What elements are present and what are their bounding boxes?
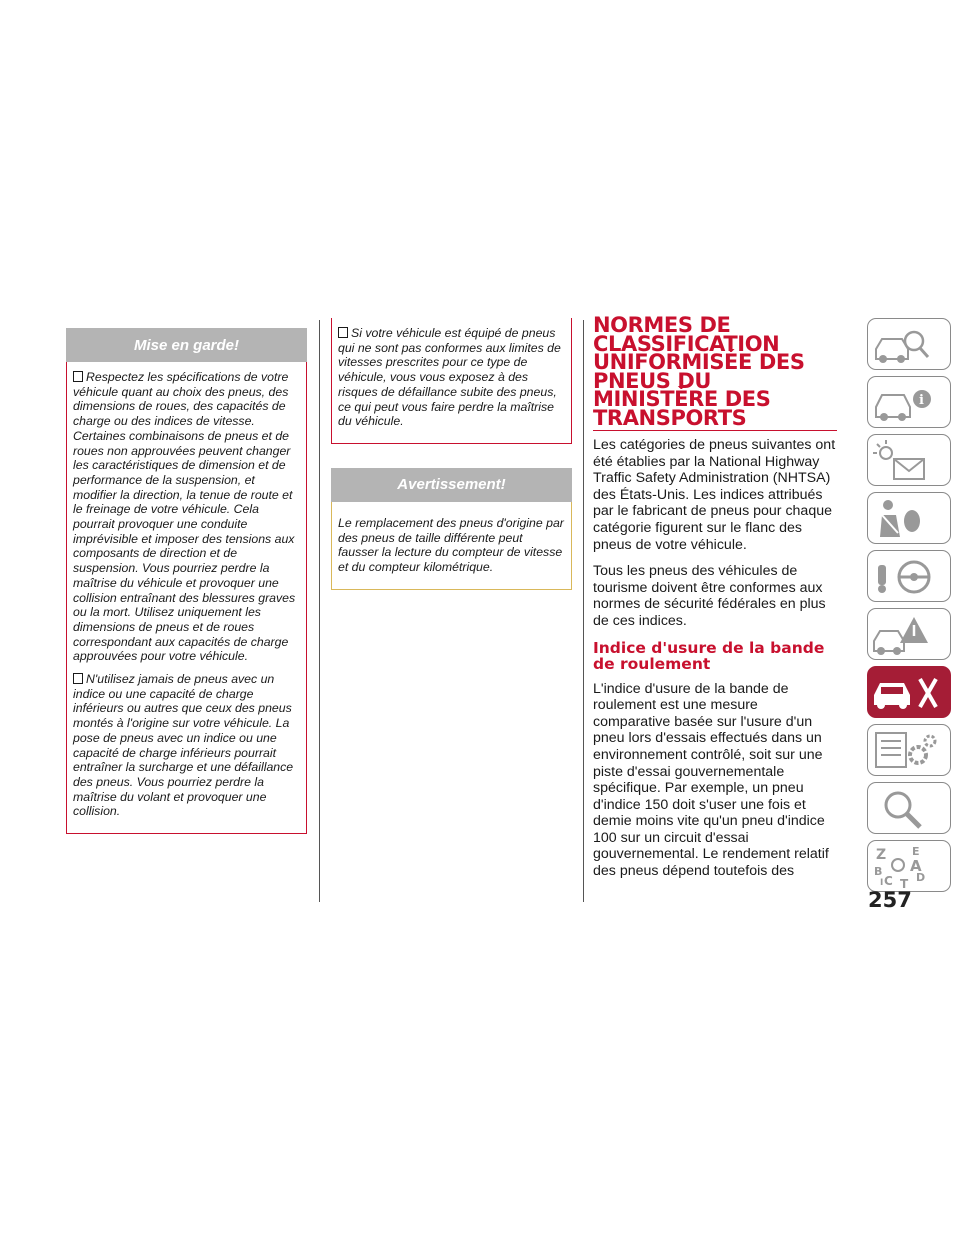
checkbox-icon — [73, 371, 83, 382]
tab-servicing-maintenance[interactable] — [867, 666, 951, 718]
tab-safety-lights[interactable] — [867, 434, 951, 486]
car-info-icon — [868, 377, 950, 427]
section-heading: NORMES DE CLASSIFICATION UNIFORMISÉE DES PNEUS DU MINISTÈRE DES TRANSPORTS — [593, 313, 805, 430]
tab-index[interactable] — [867, 840, 951, 892]
tab-emergency[interactable] — [867, 608, 951, 660]
tab-technical-specs[interactable] — [867, 724, 951, 776]
column-divider — [583, 320, 584, 902]
magnifier-icon — [868, 783, 950, 833]
middle-column — [331, 318, 572, 590]
warning-box-continued — [331, 318, 572, 444]
index-letter: A — [910, 857, 922, 875]
warning-item: Respectez les spécifications de votre véhicule quant au choix des pneus, des dimensions de roues, des capacités de charge ou des indices de vitesse. Certaines combinaisons de pneus et de roues non approuvées peuvent changer les caractéristiques de dimension et de performance de la suspension, et modifier la direction, la tenue de route et le freinage de votre véhicule. Cela pourrait provoquer une conduite imprévisible et imposer des tensions aux composants de direction et de suspension. Vous pourriez perdre la maîtrise du véhicule et provoquer une collision entraînant des blessures graves ou la mort. Utilisez uniquement les dimensions de pneus et de roues correspondant aux capacités de charge approuvées pour votre véhicule. — [73, 370, 296, 664]
index-letter: T — [900, 877, 909, 891]
car-warning-icon — [868, 609, 950, 659]
notice-header: Avertissement! — [331, 468, 572, 502]
warning-item: Si votre véhicule est équipé de pneus qui ne sont pas conformes aux limites de vitesses prescrites pour ce type de véhicule, vous vous exposez à des risques de défaillance subite des pneus, ce qui peut vous faire perdre la maîtrise du véhicule. — [338, 326, 561, 429]
paragraph: Tous les pneus des véhicules de tourisme doivent être conformes aux normes de sécurité fédérales en plus de ces indices. — [593, 563, 826, 629]
checkbox-icon — [338, 327, 348, 338]
heading-rule — [593, 430, 837, 431]
steering-wheel-icon — [868, 551, 950, 601]
paragraph: Les catégories de pneus suivantes ont été établies par la National Highway Traffic Safety Administration (NHTSA) des États-Unis. Les indices attribués par le fabricant de pneus pour chaque catégorie figurent sur le flanc des pneus de votre véhicule. — [593, 437, 836, 553]
notice-text: Le remplacement des pneus d'origine par des pneus de taille différente peut fausser la lecture du compteur de vitesse et du compteur kilométrique. — [338, 515, 564, 575]
tab-safety[interactable] — [867, 492, 951, 544]
index-letter: B — [874, 865, 883, 878]
seatbelt-airbag-icon — [868, 493, 950, 543]
column-divider — [319, 320, 320, 902]
checkbox-icon — [73, 673, 83, 684]
svg-text:i: i — [919, 393, 924, 408]
index-letter: Z — [876, 847, 887, 863]
tab-starting-driving[interactable] — [867, 550, 951, 602]
index-letter: D — [916, 871, 926, 884]
left-column — [66, 328, 307, 834]
paragraph: L'indice d'usure de la bande de roulement est une mesure comparative basée sur l'usure d'un pneu lors d'essais effectués dans un environnement contrôlé, soit sur une piste d'essai gouvernementale spécifique. Par exemple, un pneu d'indice 150 doit s'user une fois et demie moins vite qu'un pneu d'indice 100 sur un circuit d'essai gouvernemental. Le rendement relatif des pneus dépend toutefois des — [593, 680, 829, 880]
page-number: 257 — [868, 888, 912, 912]
notice-box — [331, 502, 572, 590]
index-letter: I — [880, 878, 884, 888]
alphabet-index-icon — [868, 841, 950, 891]
warning-box — [66, 362, 307, 834]
warning-item: N'utilisez jamais de pneus avec un indice ou une capacité de charge inférieurs ou autres que ceux des pneus montés à l'origine sur votre véhicule. La pose de pneus avec un indice ou une capacité de charge inférieurs pourrait entraîner la surcharge et une défaillance des pneus. Vous pourriez perdre la maîtrise du volant et provoquer une collision. — [73, 672, 294, 819]
right-column — [593, 313, 837, 890]
tab-knowing-vehicle[interactable] — [867, 318, 951, 370]
index-letter: C — [884, 874, 893, 888]
subsection-heading: Indice d'usure de la bande de roulement — [593, 638, 825, 674]
tab-dashboard[interactable] — [867, 376, 951, 428]
index-letter: E — [912, 845, 920, 858]
light-envelope-icon — [868, 435, 950, 485]
car-search-icon — [868, 319, 950, 369]
car-wrench-icon — [868, 667, 950, 717]
tab-multimedia[interactable] — [867, 782, 951, 834]
list-gear-icon — [868, 725, 950, 775]
warning-header: Mise en garde! — [66, 328, 307, 362]
